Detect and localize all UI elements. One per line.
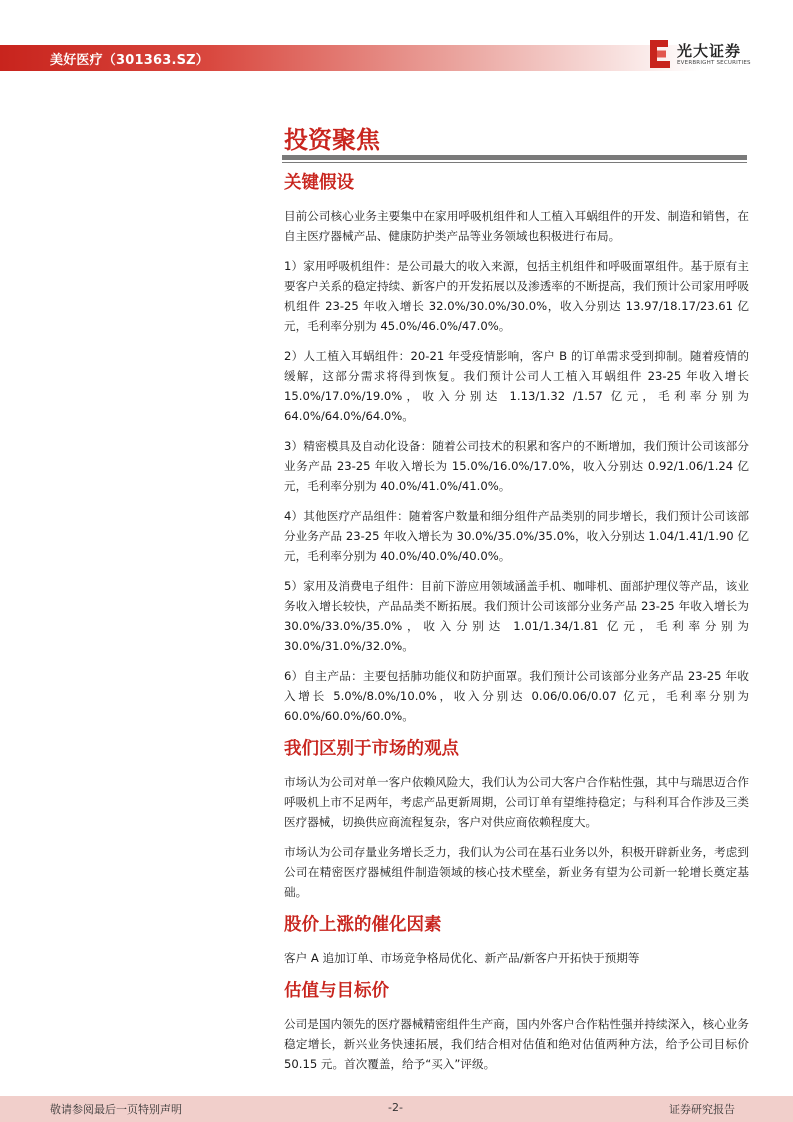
footer-report-type: 证券研究报告 bbox=[669, 1103, 735, 1116]
logo-text-en: EVERBRIGHT SECURITIES bbox=[677, 60, 751, 66]
differentiation-paragraph: 市场认为公司对单一客户依赖风险大，我们认为公司大客户合作粘性强，其中与瑞思迈合作呼吸机上市不足两年，考虑产品更新周期，公司订单有望维持稳定；与科利耳合作涉及三类医疗器械，切换供应商流程复杂，客户对供应商依赖程度大。 bbox=[284, 775, 749, 829]
heading-key-assumptions: 关键假设 bbox=[284, 173, 354, 193]
logo-text-cn: 光大证券 bbox=[677, 42, 742, 60]
everbright-logo-icon bbox=[650, 40, 670, 68]
section-title: 投资聚焦 bbox=[284, 126, 380, 154]
footer-disclaimer: 敬请参阅最后一页特别声明 bbox=[50, 1103, 182, 1116]
catalysts-text: 客户 A 追加订单、市场竞争格局优化、新产品/新客户开拓快于预期等 bbox=[284, 951, 640, 965]
title-rule-thick bbox=[282, 155, 747, 160]
heading-catalysts: 股价上涨的催化因素 bbox=[284, 915, 442, 935]
key-assumptions-intro: 目前公司核心业务主要集中在家用呼吸机组件和人工植入耳蜗组件的开发、制造和销售，在自主医疗器械产品、健康防护类产品等业务领域也积极进行布局。 bbox=[284, 209, 749, 243]
main-content bbox=[284, 170, 749, 1084]
assumption-item: 2）人工植入耳蜗组件：20-21 年受疫情影响，客户 B 的订单需求受到抑制。随着疫情的缓解，这部分需求将得到恢复。我们预计公司人工植入耳蜗组件 23-25 年收入增长 15.0%/17.0%/19.0%，收入分别达 1.13/1.32 /1.57 亿元，毛利率分别为 64.0%/64.0%/64.0%。 bbox=[284, 349, 749, 423]
assumption-item: 4）其他医疗产品组件：随着客户数量和细分组件产品类别的同步增长，我们预计公司该部分业务产品 23-25 年收入增长为 30.0%/35.0%/35.0%，收入分别达 1.04/1.41/1.90 亿元，毛利率分别为 40.0%/40.0%/40.0%。 bbox=[284, 509, 749, 563]
assumption-item: 5）家用及消费电子组件：目前下游应用领域涵盖手机、咖啡机、面部护理仪等产品，该业务收入增长较快，产品品类不断拓展。我们预计公司该部分业务产品 23-25 年收入增长为 30.0%/33.0%/35.0%，收入分别达 1.01/1.34/1.81 亿元，毛利率分别为 30.0%/31.0%/32.0%。 bbox=[284, 579, 749, 653]
differentiation-paragraph: 市场认为公司存量业务增长乏力，我们认为公司在基石业务以外，积极开辟新业务，考虑到公司在精密医疗器械组件制造领域的核心技术壁垒，新业务有望为公司新一轮增长奠定基础。 bbox=[284, 845, 749, 899]
assumption-item: 6）自主产品：主要包括肺功能仪和防护面罩。我们预计公司该部分业务产品 23-25 年收入增长 5.0%/8.0%/10.0%，收入分别达 0.06/0.06/0.07 亿元，毛利率分别为 60.0%/60.0%/60.0%。 bbox=[284, 669, 749, 723]
page-number: -2- bbox=[388, 1101, 403, 1114]
heading-valuation: 估值与目标价 bbox=[284, 981, 389, 1001]
heading-differentiation: 我们区别于市场的观点 bbox=[284, 739, 459, 759]
valuation-text: 公司是国内领先的医疗器械精密组件生产商，国内外客户合作粘性强并持续深入，核心业务稳定增长，新兴业务快速拓展，我们结合相对估值和绝对估值两种方法，给予公司目标价 50.15 元。首次覆盖，给予“买入”评级。 bbox=[284, 1017, 749, 1071]
report-company-title: 美好医疗（301363.SZ） bbox=[50, 53, 210, 68]
assumption-item: 3）精密模具及自动化设备：随着公司技术的积累和客户的不断增加，我们预计公司该部分业务产品 23-25 年收入增长为 15.0%/16.0%/17.0%，收入分别达 0.92/1.06/1.24 亿元，毛利率分别为 40.0%/41.0%/41.0%。 bbox=[284, 439, 749, 493]
everbright-logo bbox=[650, 38, 760, 72]
title-rule-thin bbox=[282, 162, 747, 163]
assumption-item: 1）家用呼吸机组件：是公司最大的收入来源，包括主机组件和呼吸面罩组件。基于原有主要客户关系的稳定持续、新客户的开发拓展以及渗透率的不断提高，我们预计公司家用呼吸机组件 23-25 年收入增长 32.0%/30.0%/30.0%，收入分别达 13.97/18.17/23.61 亿元，毛利率分别为 45.0%/46.0%/47.0%。 bbox=[284, 259, 749, 333]
